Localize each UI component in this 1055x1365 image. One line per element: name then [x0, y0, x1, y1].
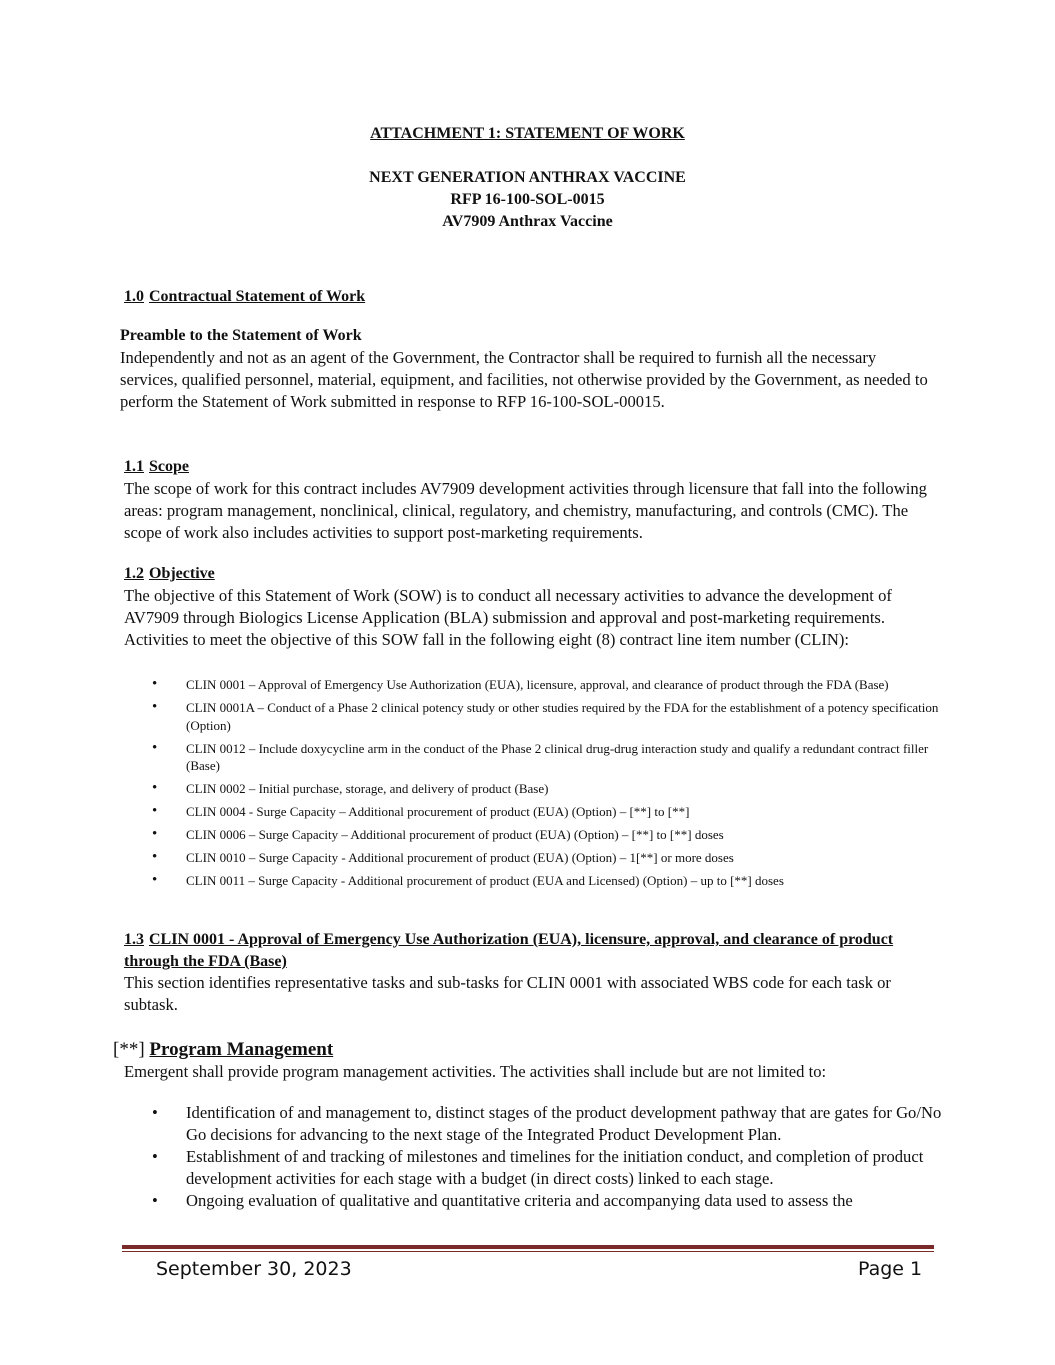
list-item: • CLIN 0006 – Surge Capacity – Additional procurement of product (EUA) (Option) – [**] to [**] doses [152, 826, 724, 842]
attachment-title: ATTACHMENT 1: STATEMENT OF WORK [370, 125, 685, 142]
preamble-body: Independently and not as an agent of the Government, the Contractor shall be required to furnish all the necessary services, qualified personnel, material, equipment, and facilities, not otherwise provided by the Government, as needed to perform the Statement of Work submitted in response to RFP 16-100-SOL-00015. [120, 348, 928, 411]
list-item: • CLIN 0001A – Conduct of a Phase 2 clinical potency study or other studies required by the FDA for the establishment of a potency specification (Option) [152, 699, 939, 733]
bullet-icon: • [152, 676, 158, 692]
list-item: • CLIN 0001 – Approval of Emergency Use Authorization (EUA), licensure, approval, and clearance of product through the FDA (Base) [152, 676, 889, 692]
objective-body: The objective of this Statement of Work (SOW) is to conduct all necessary activities to advance the development of AV7909 through Biologics License Application (BLA) submission and approval and post-marketing requirements. Activities to meet the objective of this SOW fall in the following eight (8) contract line item number (CLIN): [124, 586, 892, 649]
footer-rule-thick [122, 1245, 934, 1249]
bullet-icon: • [152, 699, 158, 715]
bullet-icon: • [152, 826, 158, 842]
bullet-icon: • [152, 1191, 158, 1210]
program-management-heading: [**] Program Management [113, 1039, 334, 1060]
header-line-2: RFP 16-100-SOL-0015 [450, 191, 605, 208]
bullet-icon: • [152, 1147, 158, 1166]
list-item: • CLIN 0011 – Surge Capacity - Additional procurement of product (EUA and Licensed) (Option) – up to [**] doses [152, 872, 784, 888]
bullet-icon: • [152, 780, 158, 796]
section-1-3-heading: 1.3 CLIN 0001 - Approval of Emergency Use Authorization (EUA), licensure, approval, and clearance of product through the FDA (Base) [124, 931, 894, 970]
list-item: • Ongoing evaluation of qualitative and quantitative criteria and accompanying data used to assess the [152, 1191, 853, 1210]
list-item: • CLIN 0010 – Surge Capacity - Additional procurement of product (EUA) (Option) – 1[**] or more doses [152, 849, 734, 865]
list-item: • CLIN 0012 – Include doxycycline arm in the conduct of the Phase 2 clinical drug-drug interaction study and qualify a redundant contract filler (Base) [152, 739, 929, 773]
list-item: • CLIN 0004 - Surge Capacity – Additional procurement of product (EUA) (Option) – [**] to [**] [152, 803, 690, 819]
bullet-icon: • [152, 1103, 158, 1122]
bullet-icon: • [152, 872, 158, 888]
clin-list [152, 676, 952, 895]
section-1-2-heading: 1.2 Objective [124, 565, 215, 582]
footer-date: September 30, 2023 [156, 1258, 352, 1280]
clin-0001-body: This section identifies representative tasks and sub-tasks for CLIN 0001 with associated WBS code for each task or subtask. [124, 973, 891, 1014]
footer-rule-thin [122, 1251, 934, 1252]
list-item: • CLIN 0002 – Initial purchase, storage, and delivery of product (Base) [152, 780, 549, 796]
list-item: • Establishment of and tracking of milestones and timelines for the initiation conduct, and completion of product development activities for each stage with a budget (in direct costs) linked to each stage. [152, 1147, 924, 1188]
section-1-0-heading: 1.0 Contractual Statement of Work [124, 288, 366, 305]
footer-page-number: Page 1 [858, 1258, 923, 1280]
bullet-icon: • [152, 739, 158, 756]
header-line-3: AV7909 Anthrax Vaccine [442, 213, 613, 230]
bullet-icon: • [152, 803, 158, 819]
program-management-list [152, 1102, 952, 1212]
list-item: • Identification of and management to, distinct stages of the product development pathway that are gates for Go/No Go decisions for advancing to the next stage of the Integrated Product Development Plan. [152, 1103, 942, 1144]
header-line-1: NEXT GENERATION ANTHRAX VACCINE [369, 169, 686, 186]
section-1-1-heading: 1.1 Scope [124, 458, 189, 475]
bullet-icon: • [152, 849, 158, 865]
program-management-intro: Emergent shall provide program management activities. The activities shall include but are not limited to: [124, 1062, 827, 1081]
scope-body: The scope of work for this contract includes AV7909 development activities through licensure that fall into the following areas: program management, nonclinical, clinical, regulatory, and chemistry, manufacturing, and controls (CMC). The scope of work also includes activities to support post-marketing requirements. [124, 479, 927, 542]
preamble-title: Preamble to the Statement of Work [120, 327, 362, 344]
